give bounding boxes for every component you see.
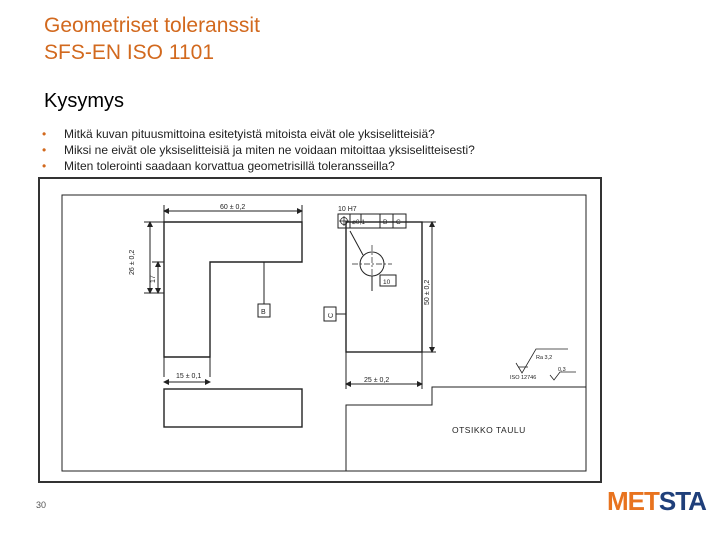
datum-c-label: C [328, 312, 335, 318]
fcf-tolerance: ⌀0,1 [352, 219, 365, 226]
iso-tolerance-symbol [550, 372, 576, 380]
title-line-2: SFS-EN ISO 1101 [44, 41, 215, 64]
question-list [42, 126, 662, 174]
page-number: 30 [36, 500, 47, 510]
question-item-2: • Miksi ne eivät ole yksiselitteisiä ja miten ne voidaan mitoittaa yksiselitteisesti? [42, 142, 662, 158]
roughness-text: Ra 3,2 [536, 355, 553, 361]
part-front-view [164, 222, 302, 357]
question-item-3: • Miten tolerointi saadaan korvattua geometrisillä toleransseilla? [42, 158, 662, 174]
fcf-datum-c: C [396, 219, 401, 226]
dim-text-26: 26 ± 0,2 [129, 249, 136, 275]
dim-text-17: 17 [150, 275, 157, 283]
dim-text-25: 25 ± 0,2 [364, 377, 390, 384]
part-side-view [346, 222, 422, 352]
section-heading: Kysymys [44, 90, 124, 112]
question-item-1: • Mitkä kuvan pituusmittoina esitetyistä mitoista eivät ole yksiselitteisiä? [42, 126, 662, 142]
metsta-logo [607, 486, 706, 516]
logo-part-sta: STA [658, 486, 706, 516]
iso-text: ISO 12746 [510, 375, 537, 381]
dim-text-60: 60 ± 0,2 [220, 204, 246, 211]
dim-text-10: 10 [383, 279, 391, 286]
title-block-text: OTSIKKO TAULU [452, 425, 526, 435]
dim-text-15: 15 ± 0,1 [176, 373, 202, 380]
slide-title [44, 12, 260, 66]
logo-part-met: MET [607, 486, 659, 516]
hole-callout: 10 H7 [338, 206, 357, 213]
part-bottom-view [164, 389, 302, 427]
title-line-1: Geometriset toleranssit [44, 14, 260, 37]
technical-drawing-svg [40, 179, 600, 481]
iso-value-text: 0,3 [558, 367, 566, 373]
fcf-datum-b: B [383, 219, 388, 226]
technical-drawing [38, 177, 602, 483]
datum-b-label: B [261, 309, 266, 316]
dim-text-50: 50 ± 0,2 [424, 279, 431, 305]
